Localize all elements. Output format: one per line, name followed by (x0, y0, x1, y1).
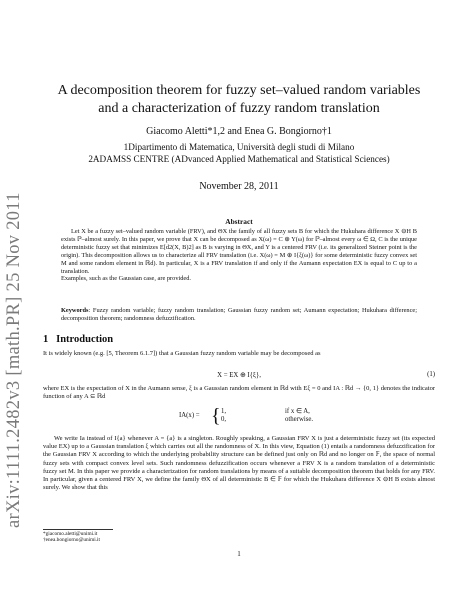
intro-text-1: It is widely known (e.g. [5, Theorem 6.1.7]) that a Gaussian fuzzy random variable may be decomposed as (43, 350, 321, 357)
indicator-case-2 (221, 416, 314, 424)
section-title: Introduction (56, 334, 114, 345)
authors: Giacomo Aletti*1,2 and Enea G. Bongiorno†1 (146, 126, 332, 137)
case-2-value: 0, (221, 416, 227, 424)
abstract-heading: Abstract (225, 217, 253, 226)
footnote-1: *giacomo.aletti@unimi.it (43, 531, 98, 537)
affiliation-1: 1Dipartimento di Matematica, Università degli studi di Milano (123, 142, 355, 152)
case-1-condition: if x ∈ A, (285, 408, 310, 415)
intro-paragraph-1 (43, 350, 435, 358)
keywords-text: : Fuzzy random variable; fuzzy random translation; Gaussian fuzzy random set; Aumann expectation; Hukuhara difference; decomposition theorem; randomness defuzzification. (61, 307, 417, 322)
case-2-condition: otherwise. (285, 416, 314, 424)
case-1-value: 1, (221, 408, 227, 415)
indicator-case-1 (221, 408, 310, 416)
intro-paragraph-2 (43, 385, 435, 401)
footnote-2: †enea.bongiorno@unimi.it (43, 537, 100, 543)
left-brace: { (211, 405, 221, 427)
indicator-lhs: IA(x) = (179, 412, 200, 419)
abstract-paragraph-2: Examples, such as the Gaussian case, are provided. (61, 275, 192, 283)
abstract-paragraph-1: Let X be a fuzzy set–valued random variable (FRV), and ΘX the family of all fuzzy sets B for which the Hukuhara difference X ⊖H B exists ℙ–almost surely. In this paper, we prove that X can be decomposed as X(ω) = C ⊕ Y(ω) for ℙ–almost every ω ∈ Ω, C is the unique deterministic fuzzy set that minimizes E[d2(X, B)2] as B is varying in ΘX, and Y is a centered FRV (i.e. its generalized Steiner point is the origin). This decomposition allows us to characterize all FRV translation (i.e. X(ω) = M ⊕ I{ξ(ω)} for some deterministic fuzzy convex set M and some random element in ℝd). In particular, X is a FRV translation if and only if the Aumann expectation EX is equal to C up to a translation. (61, 228, 417, 275)
paper-title (43, 82, 435, 118)
footnote-rule (43, 529, 113, 530)
keywords (61, 307, 417, 323)
page-number: 1 (237, 550, 241, 558)
arxiv-stamp (2, 140, 36, 580)
intro-paragraph-3 (43, 435, 435, 492)
title-line-2: and a characterization of fuzzy random translation (98, 101, 380, 116)
section-heading (43, 334, 113, 345)
title-line-1: A decomposition theorem for fuzzy set–valued random variables (57, 83, 421, 98)
intro-text-2: where EX is the expectation of X in the Aumann sense, ξ is a Gaussian random element in ℝd with Eξ = 0 and IA : ℝd → {0, 1} denotes the indicator function of any A ⊆ ℝd (43, 385, 435, 401)
abstract (61, 228, 417, 283)
keywords-label: Keywords (61, 307, 89, 314)
section-number: 1 (43, 334, 49, 345)
arxiv-stamp-text: arXiv:1111.2482v3 [math.PR] 25 Nov 2011 (4, 192, 24, 528)
intro-text-3: We write Ia instead of I{a} whenever A = {a} is a singleton. Roughly speaking, a Gaussian FRV X is just a deterministic fuzzy set (its expected value EX) up to a Gaussian translation ξ which carries out all the randomness of X. In this view, Equation (1) entails a randomness defuzzification for the Gaussian FRV X according to which the underlying probability structure can be defined just only on ℝd and no longer on 𝔽, the space of normal fuzzy sets with compact convex level sets. Such randomness defuzzification occurs whenever a FRV X is a random translation of a deterministic fuzzy set M. In this paper we provide a characterization for random translations by means of a suitable decomposition theorem that holds for any FRV. In particular, given a centered FRV X, we define the family ΘX of all deterministic B ∈ 𝔽 for which the Hukuhara difference X ⊖H B exists almost surely. We show that this (43, 435, 435, 492)
paper-page (43, 0, 435, 613)
equation-1-number: (1) (427, 371, 435, 378)
paper-date: November 28, 2011 (199, 181, 279, 192)
affiliation-2: 2ADAMSS CENTRE (ADvanced Applied Mathematical and Statistical Sciences) (88, 154, 390, 164)
equation-1-formula: X = EX ⊕ I{ξ}, (217, 372, 261, 379)
